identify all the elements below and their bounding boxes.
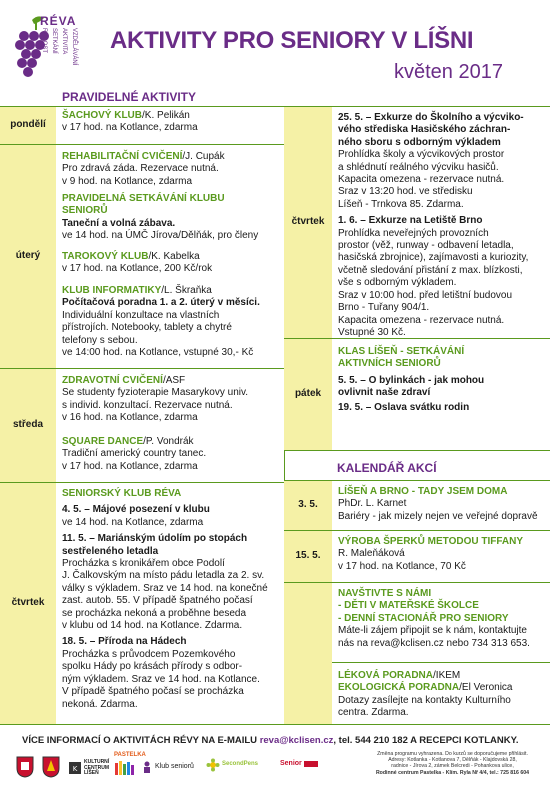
calendar-event bbox=[338, 670, 513, 720]
event-line: v 17 hod. na Kotlance, zdarma bbox=[62, 122, 198, 134]
event-line: Procházka s průvodcem Pozemkového bbox=[62, 648, 236, 660]
event-lead: /K. Kabelka bbox=[148, 251, 200, 262]
flower-icon bbox=[206, 758, 220, 772]
event-lead: /IKEM bbox=[433, 670, 461, 681]
event-line: spolku Hády po krásách přírody s odbor- bbox=[62, 661, 243, 673]
senior-club-icon bbox=[142, 761, 152, 773]
event-line: 5. 5. – O bylinkách - jak mohou bbox=[338, 374, 485, 386]
event-line: Máte-li zájem připojit se k nám, kontaktujte bbox=[338, 625, 527, 637]
event-line: hasičská zbrojnice), zajímavosti a kuriozity, bbox=[338, 252, 529, 264]
event-line: 19. 5. – Oslava svátku rodin bbox=[338, 401, 470, 413]
event-klas bbox=[338, 346, 484, 414]
logo-sub-3: AKTIVITA bbox=[61, 28, 67, 55]
event-line: Bariéry - jak mizely nejen ve veřejné dopravě bbox=[338, 510, 538, 522]
footer-text: VÍCE INFORMACÍ O AKTIVITÁCH RÉVY NA E-MAILU bbox=[22, 735, 260, 746]
event-title: SQUARE DANCE bbox=[62, 436, 144, 447]
event-line: centra. Zdarma. bbox=[338, 707, 409, 719]
event-line: v 17 hod. na Kotlance, 200 Kč/rok bbox=[62, 263, 213, 275]
event-title: EKOLOGICKÁ PORADNA bbox=[338, 682, 460, 694]
event-lead: /J. Cupák bbox=[182, 151, 225, 162]
event-line: Prohlídka neveřejných provozních bbox=[338, 227, 489, 239]
small-print bbox=[360, 751, 545, 776]
event-lead: /El Veronica bbox=[459, 682, 513, 694]
event-health-exercise bbox=[62, 375, 248, 425]
event-line: Tradiční americký country tanec. bbox=[62, 448, 207, 460]
event-line: Kapacita omezena - rezervace nutná. bbox=[338, 314, 505, 326]
calendar-heading: KALENDÁŘ AKCÍ bbox=[337, 461, 437, 475]
page-title: AKTIVITY PRO SENIORY V LÍŠNI bbox=[110, 27, 474, 54]
page-subtitle: květen 2017 bbox=[394, 61, 503, 83]
day-tuesday: úterý bbox=[0, 145, 56, 368]
senior-mark-icon bbox=[304, 759, 318, 769]
event-line: R. Maleňáková bbox=[338, 548, 405, 560]
event-line: Dotazy zasílejte na kontakty Kulturního bbox=[338, 694, 511, 706]
event-line: a shlédnutí reálného výcviku hasičů. bbox=[338, 161, 499, 173]
event-line: ve 14:00 hod. na Kotlance, vstupné 30,- Kč bbox=[62, 347, 254, 359]
calendar-event bbox=[338, 588, 530, 650]
event-title: SENIORSKÝ KLUB RÉVA bbox=[62, 488, 182, 499]
calendar-date: 3. 5. bbox=[284, 481, 332, 530]
event-line: Vstupné 30 Kč. bbox=[338, 326, 406, 338]
event-senior-club-reva bbox=[62, 488, 268, 711]
day-friday: pátek bbox=[284, 339, 332, 450]
event-title: ZDRAVOTNÍ CVIČENÍ bbox=[62, 375, 163, 386]
event-line: v 9 hod. na Kotlance, zdarma bbox=[62, 175, 193, 187]
event-line: 18. 5. – Příroda na Hádech bbox=[62, 636, 187, 648]
event-line: ného sboru s odborným výkladem bbox=[338, 136, 501, 148]
divider bbox=[284, 724, 550, 725]
event-title: LÉKOVÁ PORADNA bbox=[338, 670, 434, 681]
event-line: telefony s sebou. bbox=[62, 334, 138, 346]
event-line: ve 14 hod. na ÚMČ Jírova/Dělňák, pro členy bbox=[62, 230, 259, 242]
event-title: PRAVIDELNÁ SETKÁVÁNÍ KLUBU bbox=[62, 193, 225, 204]
event-title: LÍŠEŇ A BRNO - TADY JSEM DOMA bbox=[338, 486, 508, 497]
event-line: v 16 hod. na Kotlance, zdarma bbox=[62, 412, 198, 424]
event-line: ve 14 hod. na Kotlance, zdarma bbox=[62, 516, 204, 528]
event-line: se procházka nekoná a proběhne beseda bbox=[62, 607, 247, 619]
event-line: zast. autob. 55. V případě špatného počasí bbox=[62, 595, 253, 607]
event-line: 25. 5. – Exkurze do Školního a výcviko- bbox=[338, 112, 524, 123]
event-line: války s výkladem. Sraz ve 14 hod. na konečné bbox=[62, 582, 268, 594]
event-line: Pro zdravá záda. Rezervace nutná. bbox=[62, 163, 219, 175]
event-line: ovlivnit naše zdraví bbox=[338, 387, 431, 399]
event-club-meetings bbox=[62, 193, 258, 243]
logo-name: RÉVA bbox=[40, 14, 77, 28]
logo-sub-1: RADOST bbox=[41, 28, 47, 54]
day-thursday: čtvrtek bbox=[0, 483, 56, 724]
event-line: Taneční a volná zábava. bbox=[62, 217, 176, 229]
event-line: ným výkladem. Sraz ve 14 hod. na Kotlance. bbox=[62, 673, 260, 685]
event-line: Sraz v 13:20 hod. ve středisku bbox=[338, 186, 473, 198]
event-line: J. Čalkovským na místo pádu letadla za 2. sv. bbox=[62, 570, 265, 582]
event-line: Procházka s kronikářem obce Podolí bbox=[62, 558, 225, 570]
event-tarok bbox=[62, 251, 212, 276]
event-line: Sraz v 10:00 hod. před letištní budovou bbox=[338, 289, 513, 301]
event-line: PhDr. L. Karnet bbox=[338, 498, 407, 510]
day-thursday-2: čtvrtek bbox=[284, 107, 332, 338]
day-monday: pondělí bbox=[0, 107, 56, 144]
event-title: REHABILITAČNÍ CVIČENÍ bbox=[62, 151, 183, 162]
event-line: vého střediska Hasičského záchran- bbox=[338, 124, 511, 136]
small-print-line: Změna programu vyhrazena. Do kurzů se doporučujeme přihlásit. bbox=[377, 751, 528, 757]
small-print-line: Rodinné centrum Pastelka - Klím. Ryla Nř 4/4, tel.: 725 816 604 bbox=[375, 769, 530, 776]
event-title: TAROKOVÝ KLUB bbox=[62, 251, 149, 262]
secondpens-logo: SecondPens bbox=[206, 758, 258, 772]
event-line: včetně sledování přistání z max. blízkosti, bbox=[338, 264, 523, 276]
event-title: KLAS LÍŠEŇ - SETKÁVÁNÍ bbox=[338, 346, 465, 357]
footer-text: , tel. 544 210 182 A RECEPCI KOTLANKY. bbox=[333, 735, 519, 746]
event-line: s individ. konzultací. Rezervace nutná. bbox=[62, 399, 233, 411]
event-lead: /P. Vondrák bbox=[143, 436, 194, 447]
kc-icon bbox=[68, 761, 82, 775]
event-title: VÝROBA ŠPERKŮ METODOU TIFFANY bbox=[338, 536, 524, 547]
event-line: vše s odborným výkladem. bbox=[338, 277, 457, 289]
day-wednesday: středa bbox=[0, 369, 56, 482]
district-crest-icon bbox=[42, 756, 60, 778]
event-it-club bbox=[62, 285, 260, 359]
event-chess-club bbox=[62, 110, 198, 135]
event-title: NAVŠTIVTE S NÁMI bbox=[338, 588, 432, 599]
calendar-date: 15. 5. bbox=[284, 531, 332, 582]
small-print-line: Adresy: Kotlanka - Kotlanova 7, Dělňák - Klajdovská 28, bbox=[388, 757, 517, 764]
svg-text:K: K bbox=[72, 765, 78, 774]
footer-info bbox=[22, 735, 519, 747]
regular-heading: PRAVIDELNÉ AKTIVITY bbox=[62, 90, 197, 104]
city-crest-icon bbox=[16, 756, 34, 778]
logo-sub-4: VZDĚLÁVÁNÍ bbox=[71, 28, 77, 66]
kc-lisen-logo: K KULTURNÍ CENTRUM LÍŠEŇ bbox=[68, 760, 114, 777]
event-line: přístrojích. Notebooky, tablety a chytré bbox=[62, 322, 232, 334]
calendar-event bbox=[338, 536, 523, 573]
event-line: nás na reva@kclisen.cz nebo 734 313 653. bbox=[338, 637, 530, 649]
divider bbox=[0, 724, 284, 725]
klub-senioru-logo: Klub seniorů bbox=[142, 761, 194, 773]
divider bbox=[284, 450, 550, 451]
event-line: Počítačová poradna 1. a 2. úterý v měsíci. bbox=[62, 297, 260, 309]
calendar-date-blank bbox=[284, 583, 332, 724]
event-line: Brno - Tuřany 904/1. bbox=[338, 302, 430, 314]
small-print-line: radnice - Jírova 2, zámek Belcredi - Pohankova ulice, bbox=[391, 763, 514, 770]
footer-email-link[interactable]: reva@kclisen.cz bbox=[259, 735, 334, 746]
event-title: SENIORŮ bbox=[62, 205, 108, 217]
senior-logo: Senior bbox=[280, 759, 318, 769]
event-line: 4. 5. – Májové posezení v klubu bbox=[62, 504, 210, 516]
event-lead: /L. Škraňka bbox=[161, 285, 212, 296]
event-excursions bbox=[338, 112, 528, 339]
event-lead: /K. Pelikán bbox=[142, 110, 190, 121]
event-line: nekoná. Zdarma. bbox=[62, 698, 138, 710]
event-line: Kapacita omezena - rezervace nutná. bbox=[338, 174, 505, 186]
event-line: Prohlídka školy a výcvikových prostor bbox=[338, 149, 505, 161]
event-title: - DĚTI V MATEŘSKÉ ŠKOLCE bbox=[338, 600, 479, 612]
event-line: v klubu od 14 hod. na Kotlance. Zdarma. bbox=[62, 620, 243, 632]
event-line: sestřeleného letadla bbox=[62, 545, 159, 557]
event-title: ŠACHOVÝ KLUB bbox=[62, 110, 143, 121]
calendar-event bbox=[338, 486, 538, 523]
event-line: prostor (věž, runway - odbavení letadla, bbox=[338, 240, 514, 252]
event-line: v 17 hod. na Kotlance, 70 Kč bbox=[338, 560, 466, 572]
crayons-icon bbox=[114, 759, 136, 775]
event-line: 11. 5. – Mariánským údolím po stopách bbox=[62, 533, 248, 545]
event-line: 1. 6. – Exkurze na Letiště Brno bbox=[338, 215, 483, 227]
event-square-dance bbox=[62, 436, 206, 473]
event-line: Individuální konzultace na vlastních bbox=[62, 309, 220, 321]
event-title: - DENNÍ STACIONÁŘ PRO SENIORY bbox=[338, 612, 509, 624]
event-line: V případě špatného počasí se procházka bbox=[62, 686, 244, 698]
pastelka-logo: PASTELKA bbox=[114, 752, 146, 780]
event-lead: /ASF bbox=[162, 375, 186, 386]
event-line: Se studenty fyzioterapie Masarykovy univ. bbox=[62, 387, 249, 399]
event-title: KLUB INFORMATIKY bbox=[62, 285, 162, 296]
logo-sub-2: SETKÁNÍ bbox=[51, 28, 57, 54]
event-line: Líšeň - Trnkova 85. Zdarma. bbox=[338, 198, 464, 210]
event-rehab bbox=[62, 151, 225, 188]
event-title: AKTIVNÍCH SENIORŮ bbox=[338, 358, 441, 370]
event-line: v 17 hod. na Kotlance, zdarma bbox=[62, 460, 198, 472]
